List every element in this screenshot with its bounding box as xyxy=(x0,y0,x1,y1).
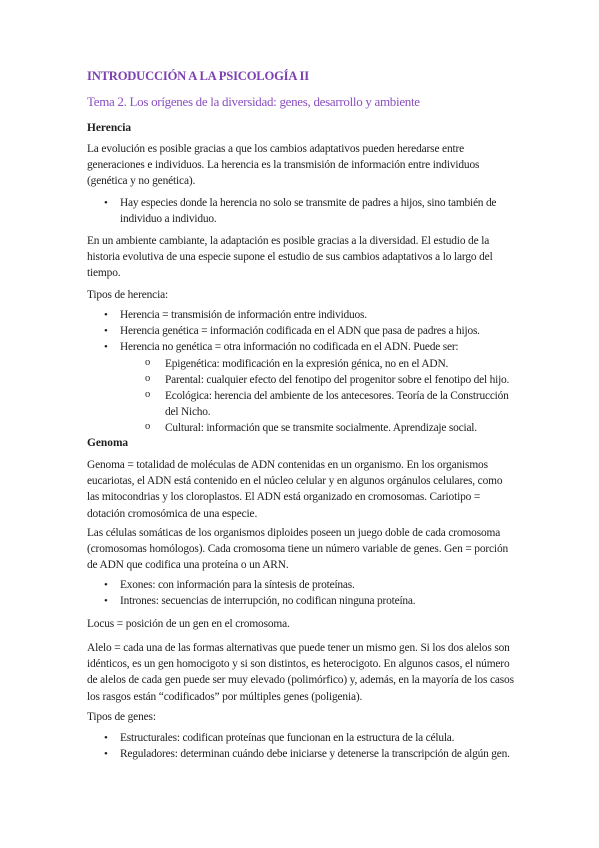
list-item xyxy=(87,339,517,436)
tipos-genes-list xyxy=(87,730,517,762)
paragraph-genoma: Genoma = totalidad de moléculas de ADN contenidas en un organismo. En los organismos eucariotas, el ADN está contenido en el núcleo celular y en algunos orgánulos celulares, como las mitocondrias y los cloroplastos. El ADN está organizado en cromosomas. Cariotipo = dotación cromosómica de una especie. xyxy=(87,459,503,520)
list-item: • Exones: con información para la síntesis de proteínas. xyxy=(87,577,517,593)
sublist-item: o Parental: cualquier efecto del fenotipo del progenitor sobre el fenotipo del hijo. xyxy=(120,372,517,388)
document-title: INTRODUCCIÓN A LA PSICOLOGÍA II xyxy=(87,69,309,83)
list-item: • Herencia = transmisión de información entre individuos. xyxy=(87,307,517,323)
paragraph-locus: Locus = posición de un gen en el cromosoma. xyxy=(87,618,290,630)
list-item: • Reguladores: determinan cuándo debe iniciarse y detenerse la transcripción de algún gen. xyxy=(87,746,517,762)
sublist-item: o Ecológica: herencia del ambiente de los antecesores. Teoría de la Construcción del Nicho. xyxy=(120,388,517,420)
no-genetica-sublist xyxy=(120,356,517,437)
sublist-item: o Epigenética: modificación en la expresión génica, no en el ADN. xyxy=(120,356,517,372)
paragraph-celulas: Las células somáticas de los organismos diploides poseen un juego doble de cada cromosoma (cromosomas homólogos). Cada cromosoma tiene un número variable de genes. Gen = porción de ADN que codifica una proteína o un ARN. xyxy=(87,527,509,572)
heading-herencia: Herencia xyxy=(87,122,132,134)
list-item: • Estructurales: codifican proteínas que funcionan en la estructura de la célula. xyxy=(87,730,517,746)
document-subtitle: Tema 2. Los orígenes de la diversidad: genes, desarrollo y ambiente xyxy=(87,94,420,109)
tipos-herencia-label: Tipos de herencia: xyxy=(87,289,169,301)
list-item: • Herencia genética = información codificada en el ADN que pasa de padres a hijos. xyxy=(87,323,517,339)
paragraph-alelo: Alelo = cada una de las formas alternativas que puede tener un mismo gen. Si los dos alelos son idénticos, es un gen homocigoto y si son distintos, es heterocigoto. En algunos casos, el número de alelos de cada gen puede ser muy elevado (polimórfico) y, además, en la mayoría de los casos los rasgos están “codificados” por múltiples genes (poligenia). xyxy=(87,642,514,703)
tipos-herencia-list xyxy=(87,307,517,437)
herencia-note-list xyxy=(87,195,517,227)
list-item: • Intrones: secuencias de interrupción, no codifican ninguna proteína. xyxy=(87,593,517,609)
list-item: • Hay especies donde la herencia no solo se transmite de padres a hijos, sino también de individuo a individuo. xyxy=(87,195,517,227)
paragraph-herencia-intro: La evolución es posible gracias a que los cambios adaptativos pueden heredarse entre generaciones e individuos. La herencia es la transmisión de información entre individuos (genética y no genética). xyxy=(87,143,480,188)
list-item-text: Herencia no genética = otra información no codificada en el ADN. Puede ser: xyxy=(120,341,459,354)
tipos-genes-label: Tipos de genes: xyxy=(87,711,156,723)
heading-genoma: Genoma xyxy=(87,437,129,449)
paragraph-adaptacion: En un ambiente cambiante, la adaptación es posible gracias a la diversidad. El estudio de la historia evolutiva de una especie supone el estudio de sus cambios adaptativos a lo largo del tiempo. xyxy=(87,235,493,280)
sublist-item: o Cultural: información que se transmite socialmente. Aprendizaje social. xyxy=(120,420,517,436)
partes-gen-list xyxy=(87,577,517,609)
